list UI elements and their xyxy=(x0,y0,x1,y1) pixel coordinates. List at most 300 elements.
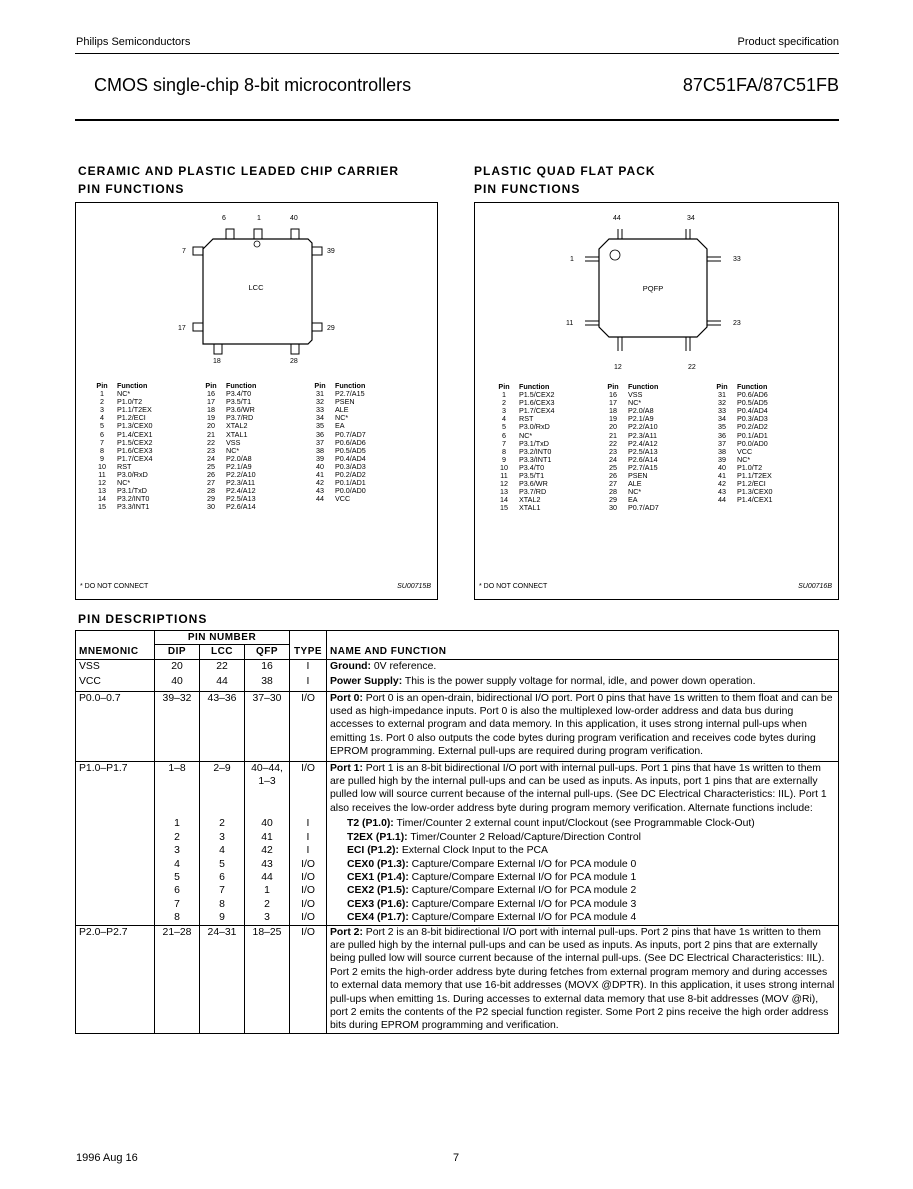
lcc-pin-label: 28 xyxy=(290,358,298,365)
pin-function: P2.6/A14 xyxy=(226,502,256,512)
function-text: Port 0 is an open-drain, bidirectional I/O port. Port 0 pins that have 1s written to them float and can be used as high-impedance inputs. Port 0 is also the multiplexed low-order address and data bus during accesses to external program and data memory. In this application, it uses strong internal pull-ups when emitting 1s. Port 0 also outputs the code bytes during program verification and receives code bytes during EPROM programming. External pull-ups are required during program verification. xyxy=(330,692,833,758)
pin-number: 22 xyxy=(207,437,215,447)
pin-number: 6 xyxy=(502,430,506,440)
dip-pin: 4 xyxy=(155,858,200,871)
name-and-function xyxy=(327,925,839,1033)
function-name: Port 2: xyxy=(330,926,363,938)
pin-number: 13 xyxy=(500,487,508,497)
pin-function: P1.2/ECI xyxy=(737,479,766,489)
mnemonic: VSS xyxy=(76,659,155,675)
pin-number: 9 xyxy=(100,453,104,463)
alt-function-row xyxy=(76,858,839,871)
pin-function: P0.2/AD2 xyxy=(737,422,768,432)
pin-number: 38 xyxy=(718,446,726,456)
function-text: Capture/Compare External I/O for PCA module 3 xyxy=(408,898,637,910)
pin-function: NC* xyxy=(737,454,751,464)
pin-type: I/O xyxy=(290,858,327,871)
pin-function: P1.7/CEX4 xyxy=(117,453,153,463)
pin-function: P1.0/T2 xyxy=(117,397,143,407)
pqfp-col-pin: Pin xyxy=(498,382,510,391)
function-name: ECI (P1.2): xyxy=(347,845,399,857)
alt-function-row xyxy=(76,898,839,911)
table-row xyxy=(76,761,839,817)
lcc-pin: 5 xyxy=(200,858,245,871)
pin-function: P2.3/A11 xyxy=(226,478,256,488)
lcc-pin: 6 xyxy=(200,871,245,884)
mnemonic xyxy=(76,844,155,857)
function-name: T2EX (P1.1): xyxy=(347,831,408,843)
pin-function: P3.7/RD xyxy=(519,487,547,497)
pin-number: 2 xyxy=(502,398,506,408)
mnemonic: VCC xyxy=(76,675,155,691)
pin-number: 25 xyxy=(609,462,617,472)
lcc-package-label: LCC xyxy=(248,283,264,292)
pin-row xyxy=(93,390,420,398)
pin-number: 31 xyxy=(316,389,324,399)
pin-type: I/O xyxy=(290,898,327,911)
pqfp-col-pin: Pin xyxy=(607,382,619,391)
pin-function: P0.0/AD0 xyxy=(737,438,768,448)
qfp-pin: 37–30 xyxy=(245,691,290,761)
col-type: TYPE xyxy=(290,645,327,659)
qfp-pin: 44 xyxy=(245,871,290,884)
pin-number: 3 xyxy=(100,405,104,415)
pin-number: 39 xyxy=(316,453,324,463)
footer-date: 1996 Aug 16 xyxy=(76,1152,138,1164)
pin-number: 4 xyxy=(502,414,506,424)
pin-descriptions-heading: PIN DESCRIPTIONS xyxy=(78,612,208,626)
pin-function: P1.1/T2EX xyxy=(737,471,772,481)
lcc-package-diagram xyxy=(76,203,437,373)
qfp-pin: 16 xyxy=(245,659,290,675)
pin-row xyxy=(495,456,822,464)
pin-number: 13 xyxy=(98,486,106,496)
pin-function: VCC xyxy=(737,446,753,456)
pin-number: 44 xyxy=(316,494,324,504)
pin-function: P3.3/INT1 xyxy=(519,454,552,464)
pin-function: P0.5/AD5 xyxy=(335,445,366,455)
col-lcc: LCC xyxy=(200,645,245,659)
pin-function: P3.2/INT0 xyxy=(519,446,552,456)
pin-number: 43 xyxy=(316,486,324,496)
pin-function: P0.1/AD1 xyxy=(335,478,366,488)
pin-number: 7 xyxy=(100,437,104,447)
pin-function: P1.6/CEX3 xyxy=(117,445,153,455)
pqfp-package-label: PQFP xyxy=(642,284,664,293)
pin-function: EA xyxy=(628,495,638,505)
pin-number: 8 xyxy=(100,445,104,455)
pin-function: NC* xyxy=(628,398,642,408)
pin-number: 12 xyxy=(98,478,106,488)
pin-number: 5 xyxy=(502,422,506,432)
pin-function: P3.6/WR xyxy=(519,479,548,489)
function-name: CEX0 (P1.3): xyxy=(347,858,409,870)
pqfp-pin-label: 44 xyxy=(613,215,621,222)
pin-number: 14 xyxy=(500,495,508,505)
pin-function: P1.5/CEX2 xyxy=(117,437,153,447)
pin-type: I/O xyxy=(290,691,327,761)
pin-function: P2.4/A12 xyxy=(226,486,256,496)
pin-function: P2.0/A8 xyxy=(628,406,654,416)
pin-number: 43 xyxy=(718,487,726,497)
dip-pin: 20 xyxy=(155,659,200,675)
pin-function xyxy=(731,504,822,512)
pin-function: P2.7/A15 xyxy=(335,389,365,399)
pin-row xyxy=(93,471,420,479)
qfp-pin: 43 xyxy=(245,858,290,871)
lcc-col-function: Function xyxy=(117,381,148,390)
alt-function xyxy=(327,817,839,830)
pin-function: XTAL1 xyxy=(519,503,541,513)
name-and-function xyxy=(327,761,839,817)
pqfp-figure-code: SU00716B xyxy=(798,583,832,590)
pin-number: 28 xyxy=(207,486,215,496)
pin-function: P2.5/A13 xyxy=(628,446,658,456)
pin-function: P0.2/AD2 xyxy=(335,470,366,480)
pin-number: 21 xyxy=(207,429,215,439)
pin-number: 2 xyxy=(100,397,104,407)
pqfp-col-function: Function xyxy=(519,382,550,391)
pin-function: P2.1/A9 xyxy=(226,461,252,471)
lcc-pin: 3 xyxy=(200,831,245,844)
pin-function: P0.3/AD3 xyxy=(335,461,366,471)
pin-type: I xyxy=(290,675,327,691)
pin-number: 15 xyxy=(98,502,106,512)
pin-function: P2.4/A12 xyxy=(628,438,658,448)
pin-function: XTAL2 xyxy=(519,495,541,505)
pin-type: I xyxy=(290,659,327,675)
mnemonic xyxy=(76,898,155,911)
pin-number: 20 xyxy=(207,421,215,431)
pin-function: P1.2/ECI xyxy=(117,413,146,423)
dip-pin: 40 xyxy=(155,675,200,691)
dip-pin: 21–28 xyxy=(155,925,200,1033)
pin-type: I xyxy=(290,844,327,857)
part-number: 87C51FA/87C51FB xyxy=(682,75,839,95)
pin-number: 23 xyxy=(207,445,215,455)
col-qfp: QFP xyxy=(245,645,290,659)
pin-number: 30 xyxy=(207,502,215,512)
col-mnemonic: MNEMONIC xyxy=(76,645,155,659)
col-name-function: NAME AND FUNCTION xyxy=(327,645,839,659)
alt-function xyxy=(327,831,839,844)
pin-number: 16 xyxy=(207,389,215,399)
pin-number: 19 xyxy=(207,413,215,423)
alt-function-row xyxy=(76,831,839,844)
pin-function: P1.3/CEX0 xyxy=(117,421,153,431)
pin-function: P1.0/T2 xyxy=(737,462,763,472)
lcc-pin-table xyxy=(93,382,420,512)
pin-number: 42 xyxy=(718,479,726,489)
function-text: Capture/Compare External I/O for PCA module 4 xyxy=(408,912,637,924)
pin-number xyxy=(311,503,329,511)
pin-function: P3.6/WR xyxy=(226,405,255,415)
pin-type: I/O xyxy=(290,871,327,884)
pin-number: 42 xyxy=(316,478,324,488)
pin-function: P0.5/AD5 xyxy=(737,398,768,408)
pin-number: 17 xyxy=(207,397,215,407)
pin-number: 14 xyxy=(98,494,106,504)
pin-type: I xyxy=(290,817,327,830)
function-text: Capture/Compare External I/O for PCA module 0 xyxy=(408,858,637,870)
pqfp-heading: PLASTIC QUAD FLAT PACK PIN FUNCTIONS xyxy=(474,164,656,196)
pin-number: 10 xyxy=(500,462,508,472)
pin-number: 10 xyxy=(98,461,106,471)
pqfp-pinout-box xyxy=(474,202,839,600)
pin-number: 23 xyxy=(609,446,617,456)
pin-function: P1.3/CEX0 xyxy=(737,487,773,497)
lcc-pin-label: 6 xyxy=(222,215,226,222)
pqfp-package-diagram xyxy=(475,203,838,373)
pin-number: 29 xyxy=(207,494,215,504)
pin-function: NC* xyxy=(226,445,240,455)
pin-type: I/O xyxy=(290,911,327,925)
qfp-pin: 18–25 xyxy=(245,925,290,1033)
pin-function: P3.0/RxD xyxy=(117,470,148,480)
pin-row xyxy=(495,488,822,496)
col-dip: DIP xyxy=(155,645,200,659)
pin-row xyxy=(495,407,822,415)
pin-function: P0.1/AD1 xyxy=(737,430,768,440)
mnemonic xyxy=(76,858,155,871)
alt-function-row xyxy=(76,871,839,884)
function-name: T2 (P1.0): xyxy=(347,818,394,830)
pin-number: 21 xyxy=(609,430,617,440)
document-title: CMOS single-chip 8-bit microcontrollers xyxy=(94,75,412,95)
pin-number: 27 xyxy=(207,478,215,488)
pin-function: P0.7/AD7 xyxy=(628,503,659,513)
pin-function: P1.6/CEX3 xyxy=(519,398,555,408)
header-rule xyxy=(75,53,839,54)
pin-number: 27 xyxy=(609,479,617,489)
pin-number: 25 xyxy=(207,461,215,471)
function-text: Port 1 is an 8-bit bidirectional I/O port with internal pull-ups. Port 1 pins that have 1s written to them are pulled high by the internal pull-ups and can be used as inputs. As inputs, port 1 pins that are externally pulled low will source current because of the internal pull-ups. (See DC Electrical Characteristics: IIL). Port 1 also receives the low-order address byte during program memory verification. Alternate functions include: xyxy=(330,762,827,814)
pin-function: P3.7/RD xyxy=(226,413,254,423)
lcc-pin-label: 1 xyxy=(257,215,261,222)
qfp-pin: 40 xyxy=(245,817,290,830)
function-name: Ground: xyxy=(330,660,371,672)
lcc-col-function: Function xyxy=(335,381,366,390)
pin-function: P0.0/AD0 xyxy=(335,486,366,496)
pin-function: EA xyxy=(335,421,345,431)
pin-function: P1.5/CEX2 xyxy=(519,390,555,400)
pin-function: P2.6/A14 xyxy=(628,454,658,464)
pin-number: 11 xyxy=(98,470,106,480)
pin-function: NC* xyxy=(117,478,131,488)
table-row xyxy=(76,691,839,761)
function-text: This is the power supply voltage for normal, idle, and power down operation. xyxy=(402,676,756,688)
pin-number: 24 xyxy=(609,454,617,464)
pin-function: P2.2/A10 xyxy=(226,470,256,480)
pin-number xyxy=(713,504,731,512)
pin-row xyxy=(495,423,822,431)
lcc-pin: 44 xyxy=(200,675,245,691)
pin-function: NC* xyxy=(628,487,642,497)
pin-function: P0.6/AD6 xyxy=(737,390,768,400)
pin-function: ALE xyxy=(628,479,642,489)
pin-number: 36 xyxy=(718,430,726,440)
pin-row xyxy=(495,464,822,472)
pin-number: 35 xyxy=(718,422,726,432)
qfp-pin: 2 xyxy=(245,898,290,911)
pin-function: P0.4/AD4 xyxy=(335,453,366,463)
function-name: CEX4 (P1.7): xyxy=(347,912,409,924)
lcc-footnote: * DO NOT CONNECT xyxy=(80,583,149,590)
pin-number: 8 xyxy=(502,446,506,456)
pin-function: NC* xyxy=(519,430,533,440)
pin-number: 29 xyxy=(609,495,617,505)
pin-function: P3.4/T0 xyxy=(226,389,252,399)
pin-number: 38 xyxy=(316,445,324,455)
table-row xyxy=(76,925,839,1033)
pin-number-header: PIN NUMBER xyxy=(155,631,290,645)
pqfp-pin-label: 34 xyxy=(687,215,695,222)
function-name: Port 1: xyxy=(330,762,363,774)
pqfp-pin-label: 22 xyxy=(688,364,696,371)
pqfp-pin-label: 11 xyxy=(566,320,574,327)
dip-pin: 1–8 xyxy=(155,761,200,817)
pin-function: P3.0/RxD xyxy=(519,422,550,432)
mnemonic xyxy=(76,884,155,897)
pin-number: 40 xyxy=(718,462,726,472)
pin-number: 32 xyxy=(718,398,726,408)
lcc-col-pin: Pin xyxy=(205,381,217,390)
pqfp-col-function: Function xyxy=(628,382,659,391)
pin-number: 15 xyxy=(500,503,508,513)
page-number: 7 xyxy=(453,1152,460,1164)
lcc-col-pin: Pin xyxy=(314,381,326,390)
pin-number: 24 xyxy=(207,453,215,463)
company-name: Philips Semiconductors xyxy=(76,36,191,48)
pin-number: 6 xyxy=(100,429,104,439)
function-text: Capture/Compare External I/O for PCA module 2 xyxy=(408,885,637,897)
mnemonic: P2.0–P2.7 xyxy=(76,925,155,1033)
qfp-pin: 38 xyxy=(245,675,290,691)
alt-function xyxy=(327,884,839,897)
pin-function: RST xyxy=(117,461,132,471)
qfp-pin: 40–44, 1–3 xyxy=(245,761,290,817)
pin-number: 39 xyxy=(718,454,726,464)
pin-number: 5 xyxy=(100,421,104,431)
table-row xyxy=(76,659,839,675)
mnemonic xyxy=(76,817,155,830)
pin-number: 34 xyxy=(316,413,324,423)
pin-number: 19 xyxy=(609,414,617,424)
pin-function: VCC xyxy=(335,494,351,504)
pin-function: P1.4/CEX1 xyxy=(117,429,153,439)
pin-type: I xyxy=(290,831,327,844)
pqfp-pin-rows xyxy=(495,391,822,512)
pin-number: 9 xyxy=(502,454,506,464)
lcc-pin: 2–9 xyxy=(200,761,245,817)
dip-pin: 7 xyxy=(155,898,200,911)
lcc-pin: 8 xyxy=(200,898,245,911)
pin-number: 37 xyxy=(316,437,324,447)
lcc-pin-label: 29 xyxy=(327,325,335,332)
name-and-function xyxy=(327,675,839,691)
pin-function: P3.5/T1 xyxy=(226,397,252,407)
pin-number: 33 xyxy=(718,406,726,416)
pin-number: 17 xyxy=(609,398,617,408)
pin-function xyxy=(329,503,420,511)
table-row xyxy=(76,675,839,691)
alt-function xyxy=(327,858,839,871)
lcc-figure-code: SU00715B xyxy=(397,583,431,590)
pin-row xyxy=(93,455,420,463)
function-text: Capture/Compare External I/O for PCA module 1 xyxy=(408,871,637,883)
alt-function xyxy=(327,844,839,857)
function-text: Port 2 is an 8-bit bidirectional I/O port with internal pull-ups. Port 2 pins that have 1s written to them are pulled high by the internal pull-ups and can be used as inputs. As inputs, port 2 pins that are externally being pulled low will source current because of the internal pull-ups. (See DC Electrical Characteristics: IIL). Port 2 emits the high-order address byte during fetches from external program memory and during accesses to external data memory that use 16-bit addresses (MOVX @DPTR). In this application, it uses strong internal pull-ups when emitting 1s. During accesses to external data memory that use 8-bit addresses (MOV @Ri), port 2 emits the contents of the P2 special function register. Some Port 2 pins receive the high order address bits during EPROM programming and verification. xyxy=(330,926,835,1032)
pin-number: 20 xyxy=(609,422,617,432)
pin-function: P3.4/T0 xyxy=(519,462,545,472)
pin-function: P3.1/TxD xyxy=(117,486,147,496)
function-text: External Clock Input to the PCA xyxy=(398,845,548,857)
pin-number: 35 xyxy=(316,421,324,431)
pin-number: 11 xyxy=(500,471,508,481)
document-type: Product specification xyxy=(737,36,839,48)
lcc-pin: 9 xyxy=(200,911,245,925)
name-and-function xyxy=(327,659,839,675)
pin-number: 7 xyxy=(502,438,506,448)
pin-number: 3 xyxy=(502,406,506,416)
lcc-pin: 43–36 xyxy=(200,691,245,761)
pin-number: 18 xyxy=(609,406,617,416)
pin-function: P1.7/CEX4 xyxy=(519,406,555,416)
pin-number: 32 xyxy=(316,397,324,407)
pqfp-footnote: * DO NOT CONNECT xyxy=(479,583,548,590)
pin-function: P0.7/AD7 xyxy=(335,429,366,439)
pin-number: 37 xyxy=(718,438,726,448)
pin-number: 4 xyxy=(100,413,104,423)
pin-type: I/O xyxy=(290,884,327,897)
alt-function-row xyxy=(76,911,839,925)
pin-function: RST xyxy=(519,414,534,424)
lcc-heading: CERAMIC AND PLASTIC LEADED CHIP CARRIER PIN FUNCTIONS xyxy=(78,164,400,196)
function-name: Power Supply: xyxy=(330,676,403,688)
function-name: CEX3 (P1.6): xyxy=(347,898,409,910)
pin-function: PSEN xyxy=(628,471,648,481)
pin-function: P2.1/A9 xyxy=(628,414,654,424)
function-text: Timer/Counter 2 Reload/Capture/Direction Control xyxy=(407,831,641,843)
qfp-pin: 3 xyxy=(245,911,290,925)
pin-function: P0.4/AD4 xyxy=(737,406,768,416)
alt-function xyxy=(327,898,839,911)
pin-function: P2.5/A13 xyxy=(226,494,256,504)
pin-function: P2.3/A11 xyxy=(628,430,658,440)
lcc-pin: 4 xyxy=(200,844,245,857)
lcc-pin-label: 39 xyxy=(327,248,335,255)
lcc-pin: 24–31 xyxy=(200,925,245,1033)
pin-type: I/O xyxy=(290,925,327,1033)
dip-pin: 1 xyxy=(155,817,200,830)
pin-number: 31 xyxy=(718,390,726,400)
pin-number: 44 xyxy=(718,495,726,505)
pin-number: 30 xyxy=(609,503,617,513)
pqfp-pin-label: 12 xyxy=(614,364,622,371)
dip-pin: 5 xyxy=(155,871,200,884)
lcc-pin-label: 7 xyxy=(182,248,186,255)
function-text: Timer/Counter 2 external count input/Clockout (see Programmable Clock-Out) xyxy=(393,818,755,830)
pqfp-pin-label: 1 xyxy=(570,256,574,263)
pqfp-col-function: Function xyxy=(737,382,768,391)
pin-row xyxy=(495,504,822,512)
pin-descriptions-table xyxy=(75,630,839,1034)
pin-number: 36 xyxy=(316,429,324,439)
function-name: CEX1 (P1.4): xyxy=(347,871,409,883)
pin-number: 41 xyxy=(316,470,324,480)
pqfp-col-pin: Pin xyxy=(716,382,728,391)
pin-description-rows xyxy=(76,659,839,1033)
